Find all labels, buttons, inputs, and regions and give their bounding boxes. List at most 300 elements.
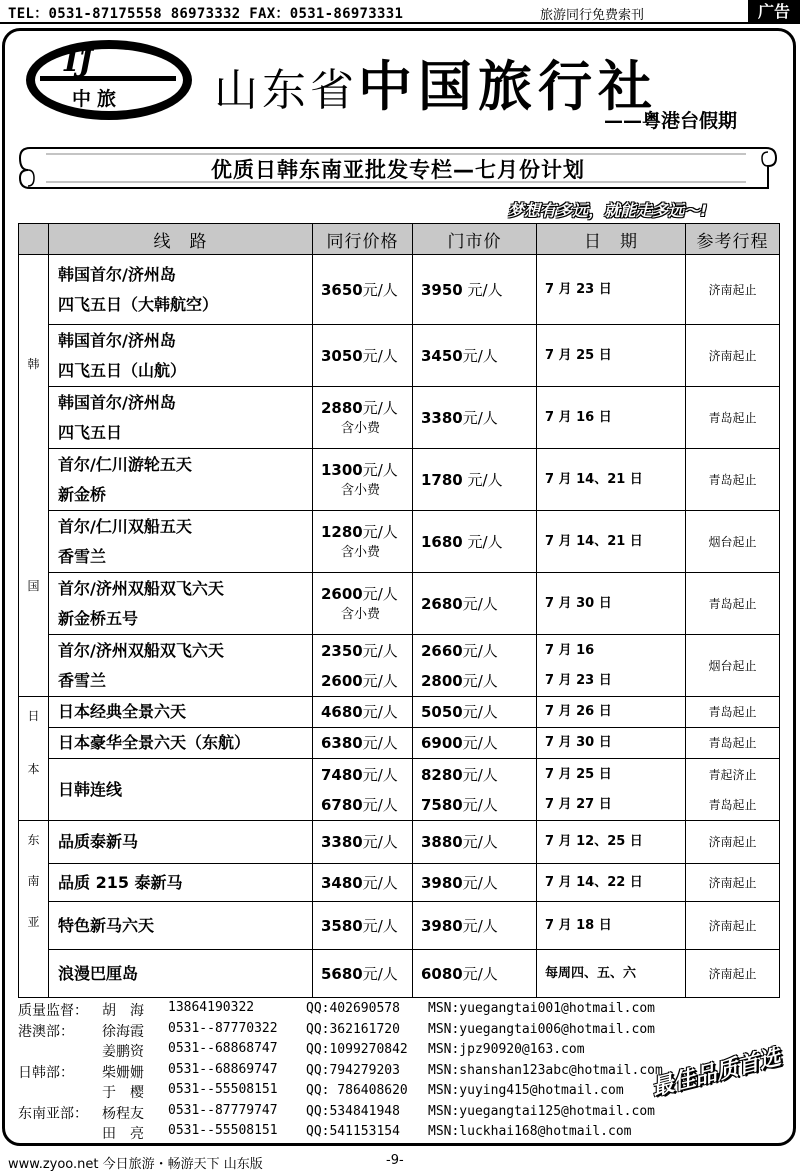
price-number: 6380 (321, 734, 363, 752)
contact-department: 港澳部： (18, 1023, 74, 1040)
price-number: 6080 (421, 964, 463, 983)
route-line: 四飞五日 (58, 422, 123, 442)
price-number: 6900 (421, 734, 463, 752)
peer-price-cell (313, 950, 413, 998)
header-itinerary: 参考行程 (686, 224, 780, 255)
peer-price-cell (313, 697, 413, 728)
scroll-banner (16, 140, 780, 196)
price-number: 2680 (421, 594, 463, 613)
table-row (19, 255, 780, 325)
itinerary-line: 青岛起止 (708, 797, 757, 812)
peer-price (321, 697, 412, 727)
contact-row (18, 1041, 778, 1061)
retail-price-cell (413, 759, 537, 821)
price-unit: 元/人 (362, 584, 398, 603)
route-line: 品质泰新马 (58, 832, 139, 851)
itinerary-line: 烟台起止 (708, 534, 757, 549)
price-number: 3880 (421, 833, 463, 851)
price-number: 3980 (421, 873, 463, 892)
price-unit: 元/人 (362, 765, 398, 784)
route-line: 品质 215 泰新马 (58, 872, 183, 892)
contact-qq: QQ:362161720 (306, 1021, 400, 1037)
route-cell (49, 759, 313, 821)
contact-name: 柴姗姗 (102, 1064, 144, 1081)
route-line: 日本豪华全景六天（东航） (58, 733, 251, 752)
price-unit: 元/人 (462, 408, 498, 427)
route-cell (49, 864, 313, 902)
price-unit: 元/人 (462, 916, 498, 935)
itinerary-line: 青起济止 (708, 767, 757, 782)
date-line: 7 月 12、25 日 (545, 834, 643, 849)
date-line: 7 月 14、21 日 (545, 471, 643, 487)
peer-price (321, 790, 412, 820)
region-label-korea (19, 255, 49, 697)
contact-department: 质量监督： (18, 1003, 88, 1019)
price-number: 2660 (421, 641, 463, 660)
retail-price-cell (413, 864, 537, 902)
retail-price (421, 589, 536, 619)
peer-price (321, 868, 412, 898)
itinerary-line: 青岛起止 (708, 736, 757, 750)
retail-price (421, 465, 536, 495)
contact-name: 胡 海 (102, 1003, 144, 1019)
price-number: 3950 (421, 280, 463, 299)
price-number: 5050 (421, 703, 463, 721)
price-number: 7480 (321, 765, 363, 784)
price-unit: 元/人 (362, 522, 398, 541)
region-label-sea (19, 821, 49, 998)
date-line: 7 月 26 日 (545, 704, 612, 719)
tip-included-note: 含小费 (341, 482, 381, 498)
table-row (19, 449, 780, 511)
price-number: 4680 (321, 703, 363, 721)
route-line: 新金桥 (58, 484, 107, 504)
price-number: 1300 (321, 460, 363, 479)
price-unit: 元/人 (362, 703, 398, 721)
date-cell (537, 255, 686, 325)
contact-name: 田 亮 (102, 1126, 144, 1142)
route-line: 香雪兰 (58, 546, 107, 566)
price-number: 3580 (321, 916, 363, 935)
price-unit: 元/人 (462, 795, 498, 814)
contact-name: 姜鹏资 (102, 1044, 144, 1060)
peer-price (321, 275, 412, 305)
table-row (19, 728, 780, 759)
peer-price (321, 397, 412, 419)
date-cell (537, 950, 686, 998)
route-line: 四飞五日（大韩航空） (58, 294, 219, 314)
retail-price (421, 636, 536, 666)
itinerary-cell (686, 821, 780, 864)
date-line: 7 月 25 日 (545, 347, 612, 363)
publication-subtitle: 旅游同行免费索刊 (540, 8, 645, 23)
retail-price (421, 527, 536, 557)
price-unit: 元/人 (462, 280, 503, 299)
table-row (19, 759, 780, 821)
slogan: 梦想有多远，就能走多远～! (508, 201, 708, 220)
itinerary-cell (686, 902, 780, 950)
contact-phone: 13864190322 (168, 1000, 255, 1015)
peer-price-cell (313, 864, 413, 902)
retail-price-cell (413, 950, 537, 998)
retail-price (421, 697, 536, 727)
date-cell (537, 759, 686, 821)
contact-qq: QQ:794279203 (306, 1062, 400, 1078)
price-number: 5680 (321, 964, 363, 983)
logo-text: 中旅 (72, 88, 123, 110)
contact-msn[interactable]: MSN:shanshan123abc@hotmail.com (428, 1062, 663, 1078)
date-cell (537, 511, 686, 573)
contact-qq: QQ:541153154 (306, 1124, 400, 1139)
itinerary-cell (686, 759, 780, 821)
route-cell (49, 325, 313, 387)
tip-included-note: 含小费 (341, 544, 381, 560)
price-unit: 元/人 (462, 594, 498, 613)
contact-name: 杨程友 (102, 1105, 144, 1122)
retail-price (421, 827, 536, 857)
retail-price-cell (413, 697, 537, 728)
table-row (19, 902, 780, 950)
contact-phone: 0531--87779747 (168, 1102, 278, 1118)
route-line: 四飞五日（山航） (58, 360, 187, 380)
date-line: 7 月 30 日 (545, 735, 612, 750)
itinerary-cell (686, 697, 780, 728)
price-unit: 元/人 (362, 833, 398, 851)
retail-price-cell (413, 573, 537, 635)
itinerary-cell (686, 573, 780, 635)
price-unit: 元/人 (362, 795, 398, 814)
retail-price-cell (413, 728, 537, 759)
retail-price-cell (413, 821, 537, 864)
itinerary-cell (686, 255, 780, 325)
price-number: 2600 (321, 584, 363, 603)
date-line: 7 月 14、21 日 (545, 533, 643, 549)
page-number: -9- (386, 1153, 404, 1168)
retail-price (421, 341, 536, 371)
retail-price (421, 403, 536, 433)
retail-price-cell (413, 255, 537, 325)
peer-price (321, 959, 412, 989)
price-number: 3380 (321, 833, 363, 851)
date-line: 每周四、五、六 (545, 965, 637, 981)
price-unit: 元/人 (362, 398, 398, 417)
table-row (19, 511, 780, 573)
header-region (19, 224, 49, 255)
price-unit: 元/人 (462, 671, 498, 690)
itinerary-cell (686, 325, 780, 387)
date-line: 7 月 23 日 (545, 281, 612, 297)
itinerary-line: 青岛起止 (708, 596, 757, 611)
itinerary-line: 青岛起止 (708, 705, 757, 719)
retail-price-cell (413, 449, 537, 511)
contact-phone: 0531--68869747 (168, 1061, 278, 1077)
peer-price (321, 911, 412, 941)
region-char: 韩 (27, 357, 40, 371)
price-number: 6780 (321, 795, 363, 814)
price-number: 1680 (421, 532, 463, 551)
itinerary-cell (686, 387, 780, 449)
route-cell (49, 697, 313, 728)
peer-price-cell (313, 821, 413, 864)
retail-price-cell (413, 325, 537, 387)
peer-price-cell (313, 635, 413, 697)
contact-msn[interactable]: MSN:yuegangtai001@hotmail.com (428, 1001, 655, 1016)
date-cell (537, 325, 686, 387)
itinerary-line: 青岛起止 (708, 410, 757, 425)
itinerary-line: 济南起止 (708, 348, 757, 363)
price-unit: 元/人 (362, 280, 398, 299)
department-title: ——粤港台假期 (604, 110, 738, 132)
retail-price (421, 959, 536, 989)
contact-name: 于 樱 (102, 1085, 144, 1101)
route-line: 香雪兰 (58, 670, 107, 690)
itinerary-line: 青岛起止 (708, 472, 757, 487)
tip-included-note: 含小费 (341, 606, 381, 622)
peer-price-cell (313, 255, 413, 325)
price-number: 8280 (421, 765, 463, 784)
itinerary-cell (686, 728, 780, 759)
route-cell (49, 902, 313, 950)
retail-price (421, 275, 536, 305)
price-number: 3650 (321, 280, 363, 299)
route-line: 韩国首尔/济州岛 (58, 392, 176, 412)
date-cell (537, 697, 686, 728)
banner-title: 优质日韩东南亚批发专栏—七月份计划 (211, 158, 585, 182)
route-line: 韩国首尔/济州岛 (58, 330, 176, 350)
price-number: 3380 (421, 408, 463, 427)
price-unit: 元/人 (362, 671, 398, 690)
price-number: 1280 (321, 522, 363, 541)
contact-phone: 0531--68868747 (168, 1041, 278, 1056)
route-line: 日本经典全景六天 (58, 702, 187, 721)
table-row (19, 573, 780, 635)
date-cell (537, 449, 686, 511)
table-row (19, 821, 780, 864)
price-unit: 元/人 (362, 873, 398, 892)
route-cell (49, 821, 313, 864)
contact-qq: QQ: 786408620 (306, 1083, 408, 1098)
ad-tag: 广告 (748, 0, 800, 24)
price-number: 1780 (421, 470, 463, 489)
route-cell (49, 573, 313, 635)
price-unit: 元/人 (462, 765, 498, 784)
route-line: 浪漫巴厘岛 (58, 963, 139, 983)
peer-price-cell (313, 728, 413, 759)
contact-msn[interactable]: MSN:yuegangtai006@hotmail.com (428, 1021, 655, 1037)
itinerary-line: 烟台起止 (708, 658, 757, 673)
peer-price-cell (313, 325, 413, 387)
price-unit: 元/人 (462, 734, 498, 752)
contact-phone: 0531--55508151 (168, 1123, 278, 1138)
logo-mark: TJ (60, 44, 89, 79)
peer-price (321, 636, 412, 666)
top-bar (0, 0, 800, 24)
itinerary-line: 济南起止 (708, 835, 757, 849)
peer-price-cell (313, 759, 413, 821)
date-cell (537, 821, 686, 864)
route-line: 首尔/济州双船双飞六天 (58, 640, 224, 660)
route-cell (49, 950, 313, 998)
route-cell (49, 387, 313, 449)
price-number: 7580 (421, 795, 463, 814)
region-char: 日 (27, 709, 40, 723)
contact-name: 徐海霞 (102, 1023, 144, 1040)
contact-qq: QQ:534841948 (306, 1103, 400, 1119)
region-char: 国 (27, 579, 40, 593)
retail-price-cell (413, 902, 537, 950)
date-cell (537, 728, 686, 759)
date-cell (537, 387, 686, 449)
route-line: 韩国首尔/济州岛 (58, 264, 176, 284)
contact-msn[interactable]: MSN:yuying415@hotmail.com (428, 1083, 624, 1098)
date-cell (537, 635, 686, 697)
date-cell (537, 573, 686, 635)
price-unit: 元/人 (362, 734, 398, 752)
table-row (19, 697, 780, 728)
price-number: 2600 (321, 671, 363, 690)
contact-msn[interactable]: MSN:luckhai168@hotmail.com (428, 1124, 632, 1139)
peer-price (321, 459, 412, 481)
itinerary-line: 济南起止 (708, 966, 757, 981)
date-line: 7 月 30 日 (545, 595, 612, 611)
contact-phone: 0531--87770322 (168, 1020, 278, 1036)
price-number: 2350 (321, 641, 363, 660)
itinerary-cell (686, 511, 780, 573)
table-row (19, 387, 780, 449)
route-line: 首尔/仁川双船五天 (58, 516, 192, 536)
price-unit: 元/人 (362, 916, 398, 935)
footer (0, 1150, 800, 1171)
contact-msn[interactable]: MSN:jpz90920@163.com (428, 1042, 585, 1057)
itinerary-cell (686, 950, 780, 998)
retail-price (421, 760, 536, 790)
contact-department: 日韩部： (18, 1064, 74, 1081)
route-cell (49, 449, 313, 511)
header-route: 线 路 (49, 224, 313, 255)
date-cell (537, 902, 686, 950)
date-line: 7 月 25 日 (545, 766, 612, 782)
date-cell (537, 864, 686, 902)
contact-msn[interactable]: MSN:yuegangtai125@hotmail.com (428, 1103, 655, 1119)
contact-department: 东南亚部： (18, 1105, 88, 1122)
itinerary-line: 济南起止 (708, 875, 757, 890)
date-line: 7 月 23 日 (545, 672, 612, 688)
contact-line: TEL：0531-87175558 86973332 FAX：0531-86973331 (8, 6, 404, 22)
table-header-row (19, 224, 780, 255)
price-unit: 元/人 (462, 532, 503, 551)
peer-price (321, 341, 412, 371)
peer-price-cell (313, 511, 413, 573)
contact-phone: 0531--55508151 (168, 1082, 278, 1097)
route-line: 首尔/济州双船双飞六天 (58, 578, 224, 598)
tip-included-note: 含小费 (341, 420, 381, 436)
route-table (18, 223, 780, 998)
region-char: 东 (27, 833, 40, 847)
company-brand: 中国旅行社 (358, 54, 658, 118)
itinerary-cell (686, 864, 780, 902)
table-row (19, 325, 780, 387)
price-unit: 元/人 (462, 641, 498, 660)
retail-price (421, 868, 536, 898)
table-row (19, 950, 780, 998)
price-number: 2800 (421, 671, 463, 690)
contact-row (18, 1000, 778, 1020)
contact-qq: QQ:402690578 (306, 1001, 400, 1016)
price-unit: 元/人 (362, 460, 398, 479)
peer-price (321, 583, 412, 605)
itinerary-cell (686, 635, 780, 697)
contact-row (18, 1021, 778, 1041)
peer-price (321, 521, 412, 543)
table-row (19, 864, 780, 902)
peer-price-cell (313, 902, 413, 950)
price-unit: 元/人 (362, 964, 398, 983)
peer-price (321, 760, 412, 790)
region-char: 本 (27, 762, 40, 776)
retail-price (421, 728, 536, 758)
price-unit: 元/人 (462, 833, 498, 851)
itinerary-line: 济南起止 (708, 282, 757, 297)
price-unit: 元/人 (462, 470, 503, 489)
header-retail-price: 门市价 (413, 224, 537, 255)
peer-price (321, 827, 412, 857)
peer-price-cell (313, 573, 413, 635)
price-number: 3050 (321, 346, 363, 365)
route-cell (49, 511, 313, 573)
quality-stamp: 最佳品质首选 (649, 1044, 784, 1102)
price-number: 2880 (321, 398, 363, 417)
retail-price (421, 666, 536, 696)
date-line: 7 月 14、22 日 (545, 874, 643, 890)
price-number: 3480 (321, 873, 363, 892)
price-unit: 元/人 (462, 873, 498, 892)
route-line: 日韩连线 (58, 779, 123, 799)
header-peer-price: 同行价格 (313, 224, 413, 255)
route-cell (49, 728, 313, 759)
retail-price (421, 911, 536, 941)
route-cell (49, 635, 313, 697)
retail-price-cell (413, 387, 537, 449)
price-unit: 元/人 (462, 703, 498, 721)
date-line: 7 月 18 日 (545, 917, 612, 933)
retail-price-cell (413, 635, 537, 697)
retail-price-cell (413, 511, 537, 573)
region-char: 南 (27, 874, 40, 888)
price-number: 3450 (421, 346, 463, 365)
contact-qq: QQ:1099270842 (306, 1042, 408, 1057)
date-line: 7 月 16 日 (545, 409, 612, 425)
header-date: 日 期 (537, 224, 686, 255)
peer-price-cell (313, 387, 413, 449)
route-line: 特色新马六天 (58, 915, 155, 935)
table-row (19, 635, 780, 697)
peer-price-cell (313, 449, 413, 511)
route-cell (49, 255, 313, 325)
footer-site: www.zyoo.net 今日旅游・畅游天下 山东版 (8, 1157, 263, 1171)
peer-price (321, 666, 412, 696)
company-province: 山东省 (214, 65, 358, 116)
date-line: 7 月 27 日 (545, 796, 612, 812)
route-line: 新金桥五号 (58, 608, 139, 628)
region-label-japan (19, 697, 49, 821)
price-unit: 元/人 (462, 964, 498, 983)
company-name (214, 44, 658, 121)
date-line: 7 月 16 (545, 642, 595, 658)
itinerary-line: 济南起止 (708, 918, 757, 933)
price-unit: 元/人 (362, 346, 398, 365)
itinerary-cell (686, 449, 780, 511)
route-line: 首尔/仁川游轮五天 (58, 454, 192, 474)
